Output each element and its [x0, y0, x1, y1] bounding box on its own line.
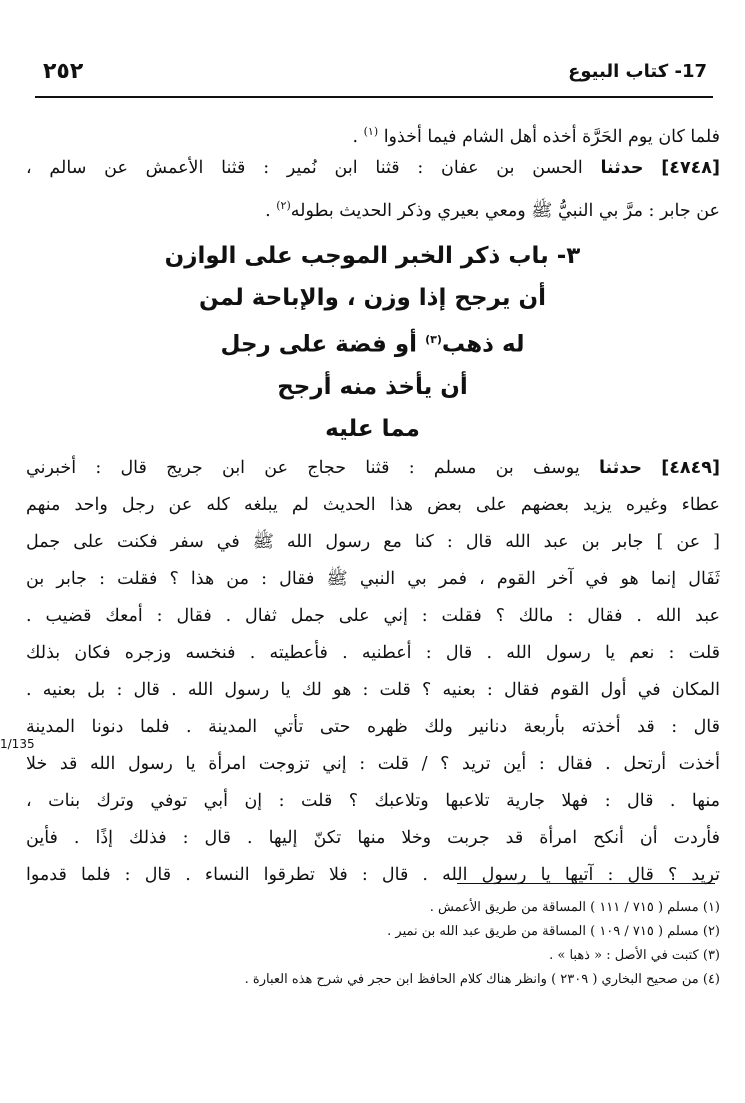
hadith-line: قلت : نعم يا رسول الله . قال : أعطنيه . فأعطيته . فنخسه وزجره فكان بذلك — [26, 643, 720, 663]
hadith-4748-line-2: عن جابر : مرَّ بي النبيُّ ﷺ ومعي بعيري وذكر الحديث بطوله$^{(٢)}$ . — [265, 199, 720, 221]
hadith-opener: حدثنا — [600, 158, 644, 178]
hadith-line: عطاء وغيره يزيد بعضهم على بعض هذا الحديث لم يبلغه كله عن رجل واحد منهم — [26, 495, 720, 515]
page-number: ٢٥٢ — [43, 59, 84, 84]
running-chapter-title: 17- كتاب البيوع — [568, 61, 707, 82]
heading-line: ٣- باب ذكر الخبر الموجب على الوازن — [164, 243, 581, 269]
upper-text-block — [26, 113, 720, 224]
hadith-line: المكان في أول القوم فقال : بعنيه ؟ قلت : هو لك يا رسول الله . قال : بل بعنيه . — [26, 680, 720, 700]
hadith-4748-line-1 — [26, 150, 720, 187]
hadith-number: [٤٨٤٩] — [661, 458, 720, 478]
footnote-ref-3: (٣) — [425, 333, 442, 346]
intro-text: فلما كان يوم الحَرَّة أخذه أهل الشام فيما أخذوا — [383, 126, 720, 147]
hadith-line: منها . قال : فهلا جارية تلاعبها وتلاعبك ؟ قلت : إن أبي توفي وترك بنات ، — [26, 791, 720, 811]
hadith-text: الحسن بن عفان : قثنا ابن نُمير : قثنا الأعمش عن سالم ، — [26, 158, 583, 178]
heading-text: له ذهب — [441, 331, 525, 358]
hadith-opener: حدثنا — [598, 458, 642, 478]
hadith-4849-line-1 — [26, 450, 720, 487]
hadith-text: يوسف بن مسلم : قثنا حجاج عن ابن جريج قال : أخبرني — [26, 458, 580, 478]
footnote-rule — [457, 883, 715, 884]
chapter-heading — [0, 235, 745, 450]
footnotes — [30, 896, 720, 992]
footnote-ref-1: (١) — [363, 125, 379, 138]
hadith-text: عن جابر : مرَّ بي النبيُّ ﷺ ومعي بعيري وذكر الحديث بطوله — [290, 200, 720, 221]
heading-text: أو فضة على رجل — [220, 331, 418, 358]
footnote-3: (٣) كتبت في الأصل : « ذهبا » . — [549, 948, 720, 963]
footnote-ref-2: (٢) — [276, 199, 291, 212]
hadith-number: [٤٧٤٨] — [661, 158, 720, 178]
header-rule — [35, 96, 713, 98]
intro-line: فلما كان يوم الحَرَّة أخذه أهل الشام فيما أخذوا $^{(١)}$ . — [352, 125, 720, 147]
hadith-line: ثَفَال إنما هو في آخر القوم ، فمر بي النبي ﷺ فقال : من هذا ؟ فقلت : جابر بن — [26, 569, 720, 589]
heading-line: أن يأخذ منه أرجح — [277, 373, 468, 400]
hadith-line: [ عن ] جابر بن عبد الله قال : كنا مع رسول الله ﷺ في سفر فكنت على جمل — [26, 532, 720, 552]
heading-line: أن يرجح إذا وزن ، والإباحة لمن — [199, 285, 546, 311]
hadith-line: قال : قد أخذته بأربعة دنانير ولك ظهره حتى تأتي المدينة . فلما دنونا المدينة — [26, 717, 720, 737]
hadith-line: أخذت أرتحل . فقال : أين تريد ؟ / قلت : إني تزوجت امرأة يا رسول الله قد خلا — [26, 754, 720, 774]
footnote-1: (١) مسلم ( ٧١٥ / ١١١ ) المساقة من طريق الأعمش . — [429, 900, 720, 915]
hadith-line: تريد ؟ قال : آتيها يا رسول الله . قال : فلا تطرقوا النساء . قال : فلما قدموا — [26, 865, 720, 885]
manuscript-folio-marker: 1/135 — [0, 737, 35, 751]
heading-line: مما عليه — [325, 415, 420, 442]
hadith-4849 — [26, 450, 720, 894]
hadith-line: عبد الله . فقال : مالك ؟ فقلت : إني على جمل ثفال . فقال : أمعك قضيب . — [26, 606, 720, 626]
hadith-line: فأردت أن أنكح امرأة قد جربت وخلا منها تكنّ إليها . قال : فذلك إذًا . فأين — [26, 828, 720, 848]
heading-line — [0, 319, 745, 366]
page-header — [35, 55, 713, 91]
footnote-2: (٢) مسلم ( ٧١٥ / ١٠٩ ) المساقة من طريق عبد الله بن نمير . — [387, 924, 720, 939]
footnote-4: (٤) من صحيح البخاري ( ٢٣٠٩ ) وانظر هناك كلام الحافظ ابن حجر في شرح هذه العبارة . — [244, 972, 720, 987]
